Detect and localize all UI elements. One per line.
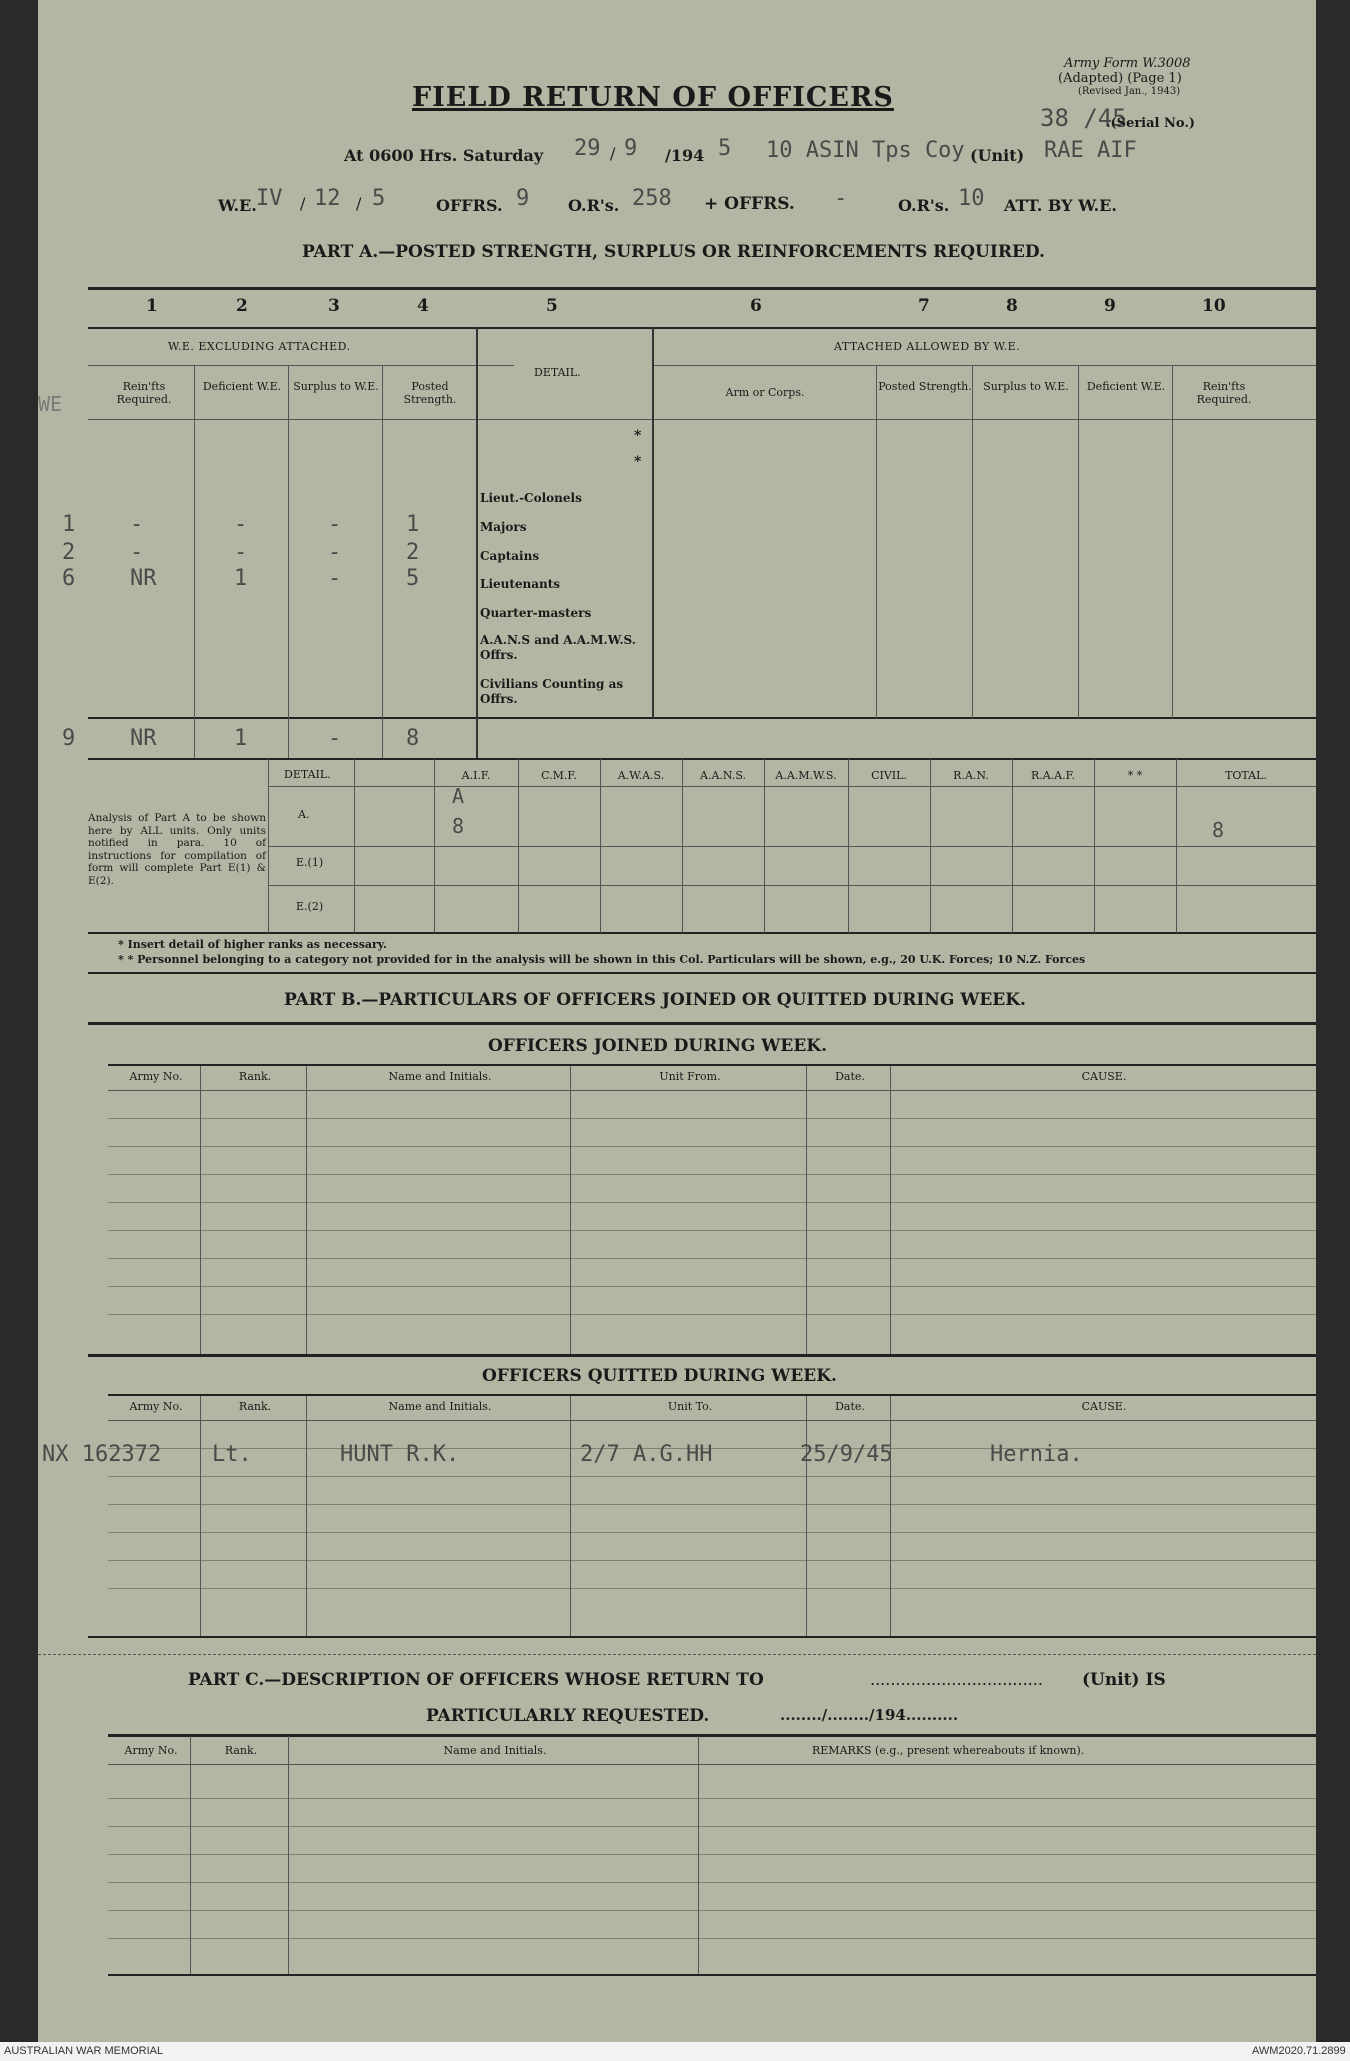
part-c-header: Name and Initials. bbox=[443, 1744, 547, 1757]
quitted-header: Name and Initials. bbox=[388, 1400, 492, 1413]
quitted-header: CAUSE. bbox=[1081, 1400, 1127, 1413]
year-digit: 5 bbox=[718, 136, 732, 161]
archive-footer bbox=[0, 2042, 1350, 2061]
analysis-header: A.A.N.S. bbox=[700, 769, 746, 782]
surplus-value: - bbox=[328, 566, 342, 591]
col-number: 3 bbox=[328, 296, 340, 316]
part-a-title: PART A.—POSTED STRENGTH, SURPLUS OR REINFORCEMENTS REQUIRED. bbox=[302, 242, 1045, 262]
unit-to-value: 2/7 A.G.HH bbox=[580, 1442, 713, 1467]
col-number: 7 bbox=[918, 296, 930, 316]
group-left-header: W.E. EXCLUDING ATTACHED. bbox=[168, 340, 351, 353]
analysis-header: C.M.F. bbox=[541, 769, 577, 782]
part-c-date-blank: ......../......../194.......... bbox=[780, 1706, 959, 1724]
analysis-header: * * bbox=[1127, 769, 1143, 782]
analysis-header: R.A.A.F. bbox=[1030, 769, 1076, 782]
serial-value: 38 /45 bbox=[1040, 104, 1127, 132]
part-c-unit-is: (Unit) IS bbox=[1082, 1670, 1166, 1690]
aif-a-value: 8 bbox=[452, 814, 465, 838]
posted-value: 1 bbox=[406, 512, 420, 537]
serial-label: .(Serial No.) bbox=[1106, 116, 1196, 131]
we-count: 2 bbox=[62, 540, 76, 565]
analysis-header: A.I.F. bbox=[461, 769, 491, 782]
joined-header: Unit From. bbox=[659, 1070, 721, 1083]
analysis-header: TOTAL. bbox=[1225, 769, 1267, 782]
star-marker: * bbox=[634, 428, 642, 444]
rank-label: Captains bbox=[480, 549, 540, 563]
part-c-header: Army No. bbox=[124, 1744, 178, 1757]
col-number: 1 bbox=[146, 296, 158, 316]
col-header: Posted Strength. bbox=[403, 380, 457, 406]
part-c-line2: PARTICULARLY REQUESTED. bbox=[426, 1706, 710, 1726]
joined-header: Date. bbox=[835, 1070, 865, 1083]
we-part3: 5 bbox=[372, 186, 386, 211]
analysis-detail-label: DETAIL. bbox=[284, 768, 331, 781]
ors2-label: O.R's. bbox=[898, 196, 950, 215]
reinf-value: - bbox=[130, 512, 144, 537]
reinf-total: NR bbox=[130, 726, 157, 751]
deficient-total: 1 bbox=[234, 726, 248, 751]
rank-label: Civilians Counting as Offrs. bbox=[480, 677, 624, 706]
page-title: FIELD RETURN OF OFFICERS bbox=[412, 82, 894, 113]
joined-header: CAUSE. bbox=[1081, 1070, 1127, 1083]
quitted-header: Rank. bbox=[238, 1400, 272, 1413]
analysis-header: A.W.A.S. bbox=[617, 769, 665, 782]
we-count: 6 bbox=[62, 566, 76, 591]
plus-offrs-label: + OFFRS. bbox=[704, 194, 795, 214]
unit-label: (Unit) bbox=[970, 146, 1025, 165]
col-header: Deficient W.E. bbox=[202, 380, 282, 393]
cause-value: Hernia. bbox=[990, 1442, 1083, 1467]
joined-header: Rank. bbox=[238, 1070, 272, 1083]
offrs-label: OFFRS. bbox=[436, 196, 503, 215]
col-header: Posted Strength. bbox=[878, 380, 972, 393]
part-c-header: Rank. bbox=[224, 1744, 258, 1757]
we-total: 9 bbox=[62, 726, 76, 751]
quitted-header: Date. bbox=[835, 1400, 865, 1413]
footnote-1: * Insert detail of higher ranks as necessary. bbox=[118, 938, 387, 951]
ors-label: O.R's. bbox=[568, 196, 620, 215]
quitted-title: OFFICERS QUITTED DURING WEEK. bbox=[482, 1366, 837, 1386]
star-marker: * bbox=[634, 454, 642, 470]
at-label: At 0600 Hrs. Saturday bbox=[344, 146, 544, 165]
analysis-header: R.A.N. bbox=[953, 769, 989, 782]
col-number: 5 bbox=[546, 296, 558, 316]
rank-label: Lieutenants bbox=[480, 577, 561, 591]
form-ref-1: Army Form W.3008 bbox=[1064, 56, 1191, 71]
analysis-note: Analysis of Part A to be shown here by ALL units. Only units notified in para. 10 of instructions for compilation of form will complete Part E(1) & E(2). bbox=[88, 812, 266, 887]
date-value: 25/9/45 bbox=[800, 1442, 893, 1467]
col-number: 4 bbox=[417, 296, 429, 316]
unit-value: 10 ASIN Tps Coy bbox=[766, 138, 965, 163]
col-number: 9 bbox=[1104, 296, 1116, 316]
day-value: 29 bbox=[574, 136, 601, 161]
quitted-header: Army No. bbox=[129, 1400, 183, 1413]
army-number: NX 162372 bbox=[42, 1442, 162, 1467]
footnote-2: * * Personnel belonging to a category not provided for in the analysis will be shown in this Col. Particulars will be shown, e.g., 20 U.K. Forces; 10 N.Z. Forces bbox=[118, 953, 1086, 966]
col-header: Arm or Corps. bbox=[725, 386, 805, 399]
joined-header: Army No. bbox=[129, 1070, 183, 1083]
col-number: 8 bbox=[1006, 296, 1018, 316]
analysis-row-label: A. bbox=[298, 808, 310, 821]
rank-label: Majors bbox=[480, 520, 527, 534]
part-b-title: PART B.—PARTICULARS OF OFFICERS JOINED OR QUITTED DURING WEEK. bbox=[284, 990, 1026, 1010]
reinf-value: NR bbox=[130, 566, 157, 591]
form-sheet: Army Form W.3008 (Adapted) (Page 1) (Revised Jan., 1943) FIELD RETURN OF OFFICERS 38 /45 .(Serial No.) At 0600 Hrs. Saturday 29 / 9 /194 5 10 ASIN Tps Coy (Unit) RAE AIF W.E. IV / 12 / 5 OFFRS. 9 O.R's. 258 + OFFRS. - O.R's. 10 ATT. BY W.E. PART A.—POSTED STRENGTH, SURPLUS OR REINFORCEMENTS REQUIRED. 1 2 3 4 5 6 7 8 9 10 W.E. EXCLUDING ATTACHED. ATTACHED ALLOWED BY W.E. DETAIL. Rein'fts Required. Deficient W.E. Surplus to W.E. Posted Strength. Arm or Corps. Posted Strength. Surplus to W.E. Deficient W.E. Rein'fts Required. WE * * Lieut.-Colonels Majors Captains Lieutenants Quarter-masters A.A.N.S and A.A.M.W.S. Offrs. Civilians Counting as Offrs. 1 - - - 1 2 - - - 2 6 NR 1 - 5 9 NR 1 - 8 Analysis of Part A to be shown here by ALL units. Only units notified in para. 10 of instructions for compilation of form will complete Part E(1) & E(2). DETAIL. A.I.F. C.M.F. A.W.A.S. A.A.N.S. A.A.M.W.S. CIVIL. R.A.N. R.A.A.F. * * TOTAL. A. E.(1) E.(2) A 8 8 * Insert detail of higher ranks as necessary. * * Personnel belonging to a category not provided for in the analysis will be shown in this Col. Particulars will be shown, e.g., 20 U.K. Forces; 10 N.Z. Forces PART B.—PARTICULARS OF OFFICERS JOINED OR QUITTED DURING WEEK. OFFICERS JOINED DURING WEEK. Army No. Rank. Name and Initials. Unit From. Date. CAUSE. OFFICERS QUITTED DURING WEEK. Army No. Rank. Name and Initials. Unit To. Date. CAUSE. NX 162372 Lt. HUNT R.K. 2/7 A.G.HH 25/9/45 Hernia. PART C.—DESCRIPTION OF OFFICERS WHOSE RETURN TO .................................. (Unit) IS PARTICULARLY REQUESTED. ......../......../194.......... Army No. Rank. Name and Initials. REMARKS (e.g., present whereabouts if known). bbox=[38, 0, 1316, 2042]
analysis-header: A.A.M.W.S. bbox=[775, 769, 837, 782]
we-count: 1 bbox=[62, 512, 76, 537]
year-prefix: /194 bbox=[665, 146, 705, 165]
quitted-header: Unit To. bbox=[667, 1400, 713, 1413]
aif-a-top: A bbox=[452, 784, 465, 808]
month-value: 9 bbox=[624, 136, 638, 161]
we-label: W.E. bbox=[218, 196, 257, 215]
footer-left: AUSTRALIAN WAR MEMORIAL bbox=[4, 2045, 164, 2057]
posted-value: 2 bbox=[406, 540, 420, 565]
deficient-value: 1 bbox=[234, 566, 248, 591]
total-a-value: 8 bbox=[1212, 818, 1225, 842]
col-header: Rein'fts Required. bbox=[116, 380, 172, 406]
name-value: HUNT R.K. bbox=[340, 1442, 460, 1467]
surplus-value: - bbox=[328, 512, 342, 537]
posted-total: 8 bbox=[406, 726, 420, 751]
rank-value: Lt. bbox=[212, 1442, 252, 1467]
analysis-row-label: E.(1) bbox=[296, 856, 324, 869]
form-ref-3: (Revised Jan., 1943) bbox=[1078, 86, 1181, 97]
posted-value: 5 bbox=[406, 566, 420, 591]
col-number: 10 bbox=[1202, 296, 1226, 316]
joined-title: OFFICERS JOINED DURING WEEK. bbox=[488, 1036, 827, 1056]
plus-offrs-value: - bbox=[834, 186, 848, 211]
col-header: Rein'fts Required. bbox=[1196, 380, 1252, 406]
deficient-value: - bbox=[234, 512, 248, 537]
we-value: IV bbox=[256, 186, 283, 211]
col-number: 2 bbox=[236, 296, 248, 316]
offrs-value: 9 bbox=[516, 186, 530, 211]
col-header: Surplus to W.E. bbox=[983, 380, 1069, 393]
att-label: ATT. BY W.E. bbox=[1004, 196, 1117, 215]
rank-label: A.A.N.S and A.A.M.W.S. Offrs. bbox=[480, 633, 636, 662]
analysis-header: CIVIL. bbox=[871, 769, 907, 782]
perforation-line bbox=[38, 1654, 1316, 1655]
surplus-total: - bbox=[328, 726, 342, 751]
group-right-header: ATTACHED ALLOWED BY W.E. bbox=[834, 340, 1021, 353]
part-c-dots: .................................. bbox=[870, 1670, 1043, 1689]
joined-header: Name and Initials. bbox=[388, 1070, 492, 1083]
part-c-line1: PART C.—DESCRIPTION OF OFFICERS WHOSE RETURN TO bbox=[188, 1670, 764, 1690]
part-c-header: REMARKS (e.g., present whereabouts if known). bbox=[812, 1744, 1085, 1757]
analysis-row-label: E.(2) bbox=[296, 900, 324, 913]
footer-right: AWM2020.71.2899 bbox=[1252, 2045, 1346, 2057]
reinf-value: - bbox=[130, 540, 144, 565]
col-number: 6 bbox=[750, 296, 762, 316]
we-part2: 12 bbox=[314, 186, 341, 211]
rank-label: Quarter-masters bbox=[480, 606, 592, 620]
ors2-value: 10 bbox=[958, 186, 985, 211]
form-ref-2: (Adapted) (Page 1) bbox=[1058, 71, 1182, 86]
unit-suffix: RAE AIF bbox=[1044, 138, 1137, 163]
deficient-value: - bbox=[234, 540, 248, 565]
col-header: Surplus to W.E. bbox=[293, 380, 379, 393]
ors-value: 258 bbox=[632, 186, 672, 211]
surplus-value: - bbox=[328, 540, 342, 565]
rank-label: Lieut.-Colonels bbox=[480, 491, 582, 505]
detail-header: DETAIL. bbox=[534, 366, 581, 379]
margin-we: WE bbox=[38, 392, 63, 416]
col-header: Deficient W.E. bbox=[1086, 380, 1166, 393]
